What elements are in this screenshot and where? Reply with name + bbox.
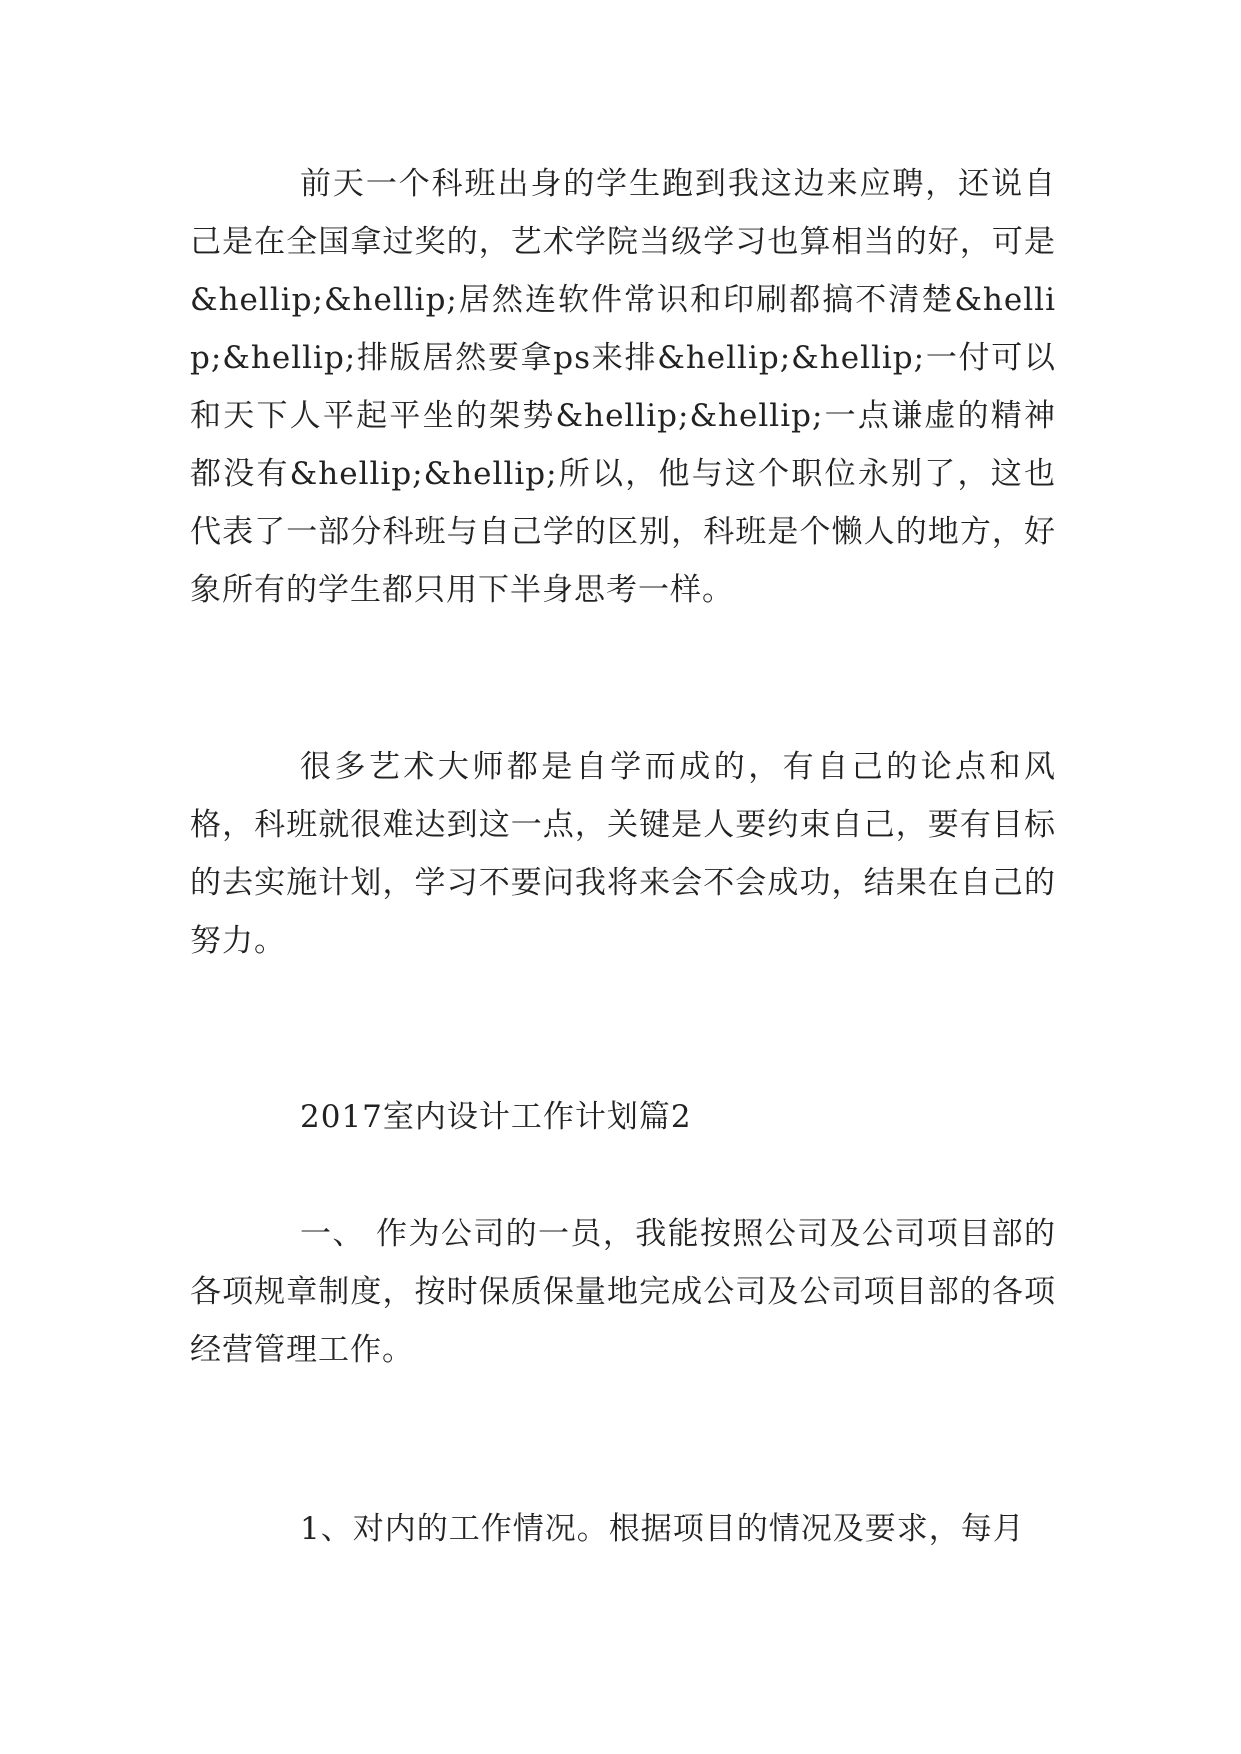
paragraph-self-taught-masters: 很多艺术大师都是自学而成的，有自己的论点和风格，科班就很难达到这一点，关键是人要约束自己，要有目标的去实施计划，学习不要问我将来会不会成功，结果在自己的努力。 [190, 749, 1056, 959]
paragraph-internal-work: 1、对内的工作情况。根据项目的情况及要求，每月 [300, 1511, 1025, 1547]
section-heading: 2017室内设计工作计划篇2 [300, 1099, 692, 1135]
paragraph-company-member: 一、 作为公司的一员，我能按照公司及公司项目部的各项规章制度，按时保质保量地完成公司及公司项目部的各项经营管理工作。 [190, 1216, 1056, 1368]
paragraph-interview-story: 前天一个科班出身的学生跑到我这边来应聘，还说自己是在全国拿过奖的，艺术学院当级学习也算相当的好，可是&hellip;&hellip;居然连软件常识和印刷都搞不清楚&hellip;&hellip;排版居然要拿ps来排&hellip;&hellip;一付可以和天下人平起平坐的架势&hellip;&hellip;一点谦虚的精神都没有&hellip;&hellip;所以，他与这个职位永别了，这也代表了一部分科班与自己学的区别，科班是个懒人的地方，好象所有的学生都只用下半身思考一样。 [190, 166, 1056, 608]
